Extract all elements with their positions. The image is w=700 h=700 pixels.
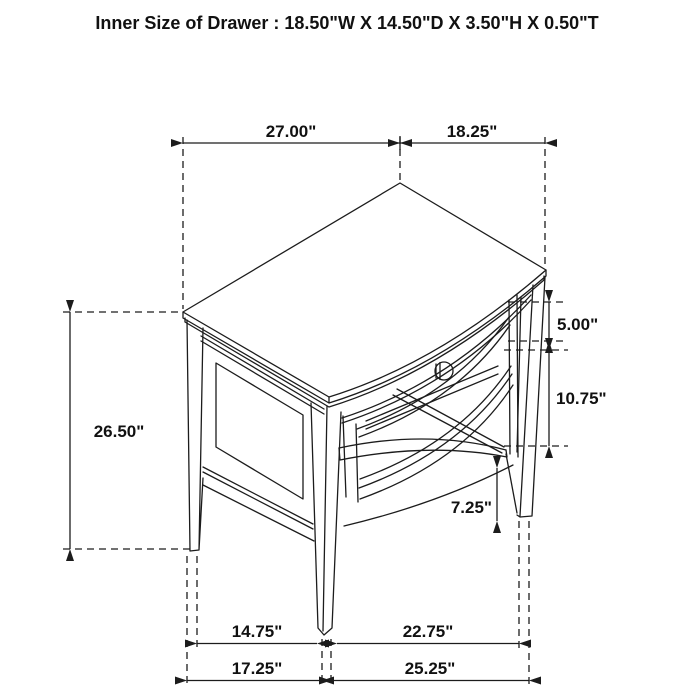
page-title: Inner Size of Drawer : 18.50"W X 14.50"D X 3.50"H X 0.50"T <box>95 13 599 33</box>
left-leg <box>187 320 203 551</box>
front-leg <box>311 403 341 635</box>
dimension-annotations <box>63 122 607 686</box>
dim-label-base-front-inner: 14.75" <box>231 622 283 641</box>
dim-label-drawer-face: 5.00" <box>557 315 599 334</box>
dim-label-top-depth: 18.25" <box>446 122 498 141</box>
drawer-opening-top <box>357 317 509 429</box>
drawer-panel <box>359 325 511 479</box>
dim-drawer-face <box>549 302 598 341</box>
dim-base-side-inner <box>337 622 519 644</box>
dim-overall-height <box>70 312 144 549</box>
dim-label-opening-height: 10.75" <box>556 389 607 408</box>
dim-base-front-inner <box>197 622 317 644</box>
extension-lines-top <box>183 137 545 309</box>
dim-label-base-side-inner: 22.75" <box>402 622 454 641</box>
dim-top-width <box>183 122 400 143</box>
dim-top-depth <box>400 122 545 150</box>
drawer-front <box>343 295 518 502</box>
dim-label-shelf-clearance: 7.25" <box>450 498 492 517</box>
dim-label-top-width: 27.00" <box>265 122 317 141</box>
right-leg <box>506 277 545 517</box>
dim-label-base-front-outer: 17.25" <box>231 659 283 678</box>
dim-base-side-outer <box>331 659 529 681</box>
left-bottom-stretcher <box>203 467 314 541</box>
dim-opening-height <box>549 350 607 446</box>
dim-label-overall-height: 26.50" <box>93 422 145 441</box>
nightstand-drawing <box>183 183 546 635</box>
right-leg-outline <box>506 277 545 517</box>
left-leg-outline <box>187 320 203 551</box>
case-left-top-rail <box>201 336 324 414</box>
shelf-top-edge <box>339 439 506 450</box>
left-side-panel <box>203 363 314 541</box>
dim-base-front-outer <box>187 659 322 681</box>
stretcher-down-right <box>393 389 504 453</box>
dim-label-base-side-outer: 25.25" <box>404 659 456 678</box>
tabletop <box>183 183 546 407</box>
tabletop-surface <box>183 183 546 397</box>
front-leg-outline <box>311 403 341 635</box>
